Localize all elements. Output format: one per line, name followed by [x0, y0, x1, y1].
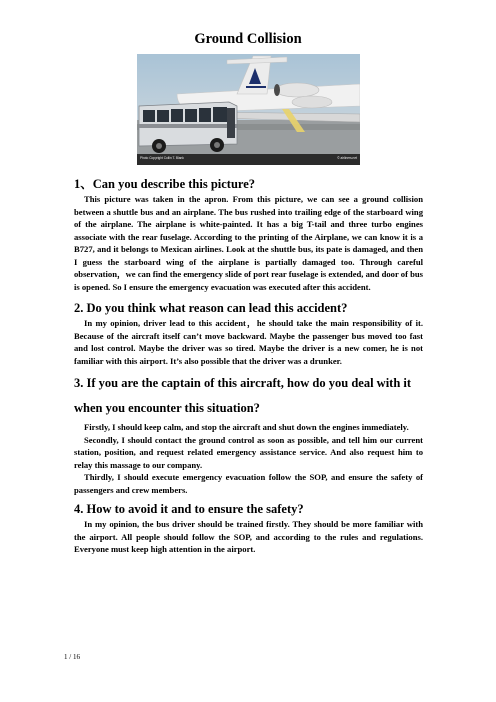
document-title: Ground Collision [194, 31, 302, 47]
bus-airplane-collision-image [137, 54, 360, 165]
section-heading: 2. Do you think what reason can lead this accident? [74, 301, 348, 315]
section-paragraph: Secondly, I should contact the ground control as soon as possible, and tell him our current station, position, and request related emergency assistance service. And also request him to relay this massage to our company. [74, 434, 423, 470]
section-paragraph: Thirdly, I should execute emergency evacuation follow the SOP, and ensure the safety of passengers and crew members. [74, 472, 423, 495]
photo-credit: Photo Copyright Collin T. Blank [140, 156, 184, 160]
section-paragraph: This picture was taken in the apron. From this picture, we can see a ground collision between a shuttle bus and an airplane. The bus rushed into trailing edge of the starboard wing of the airplane. The airplane is white-painted. It has a big T-tail and three turbo engines associate with the rear fuselage. According to the printing of the Airplane, we can know it is a B727, and it belongs to Mexican airlines. Look at the shuttle bus, its pate is damaged, and then I guess the starboard wing of the airplane is partially damaged too. Through careful observation，we can find the emergency slide of port rear fuselage is extended, and door of bus is opened. So I ensure the emergency evacuation was executed after this accident. [74, 194, 423, 292]
section-heading: 1、Can you describe this picture? [74, 177, 256, 191]
section-heading: 3. If you are the captain of this aircraft, how do you deal with it when you encounter this situation? [74, 376, 412, 415]
section-paragraph: In my opinion, driver lead to this accident，he should take the main responsibility of it. Because of the aircraft itself can’t move backward. Maybe the passenger bus moved too fast and lost control. Maybe the driver was so tired. Maybe the driver is a new comer, he is not familiar with this airport. It’s also possible that the driver was a drunker. [74, 318, 423, 366]
section-heading: 4. How to avoid it and to ensure the safety? [74, 502, 304, 516]
photo-source: © airliners.net [337, 156, 357, 160]
accident-photo [137, 54, 360, 165]
document-body [74, 175, 423, 556]
page-number: 1 / 16 [64, 653, 80, 661]
section-paragraph: In my opinion, the bus driver should be trained firstly. They should be more familiar with the airport. All people should follow the SOP, and according to the rules and regulations. Everyone must keep high attention in the airport. [74, 519, 423, 554]
section-paragraph: Firstly, I should keep calm, and stop the aircraft and shut down the engines immediately. [84, 422, 409, 432]
